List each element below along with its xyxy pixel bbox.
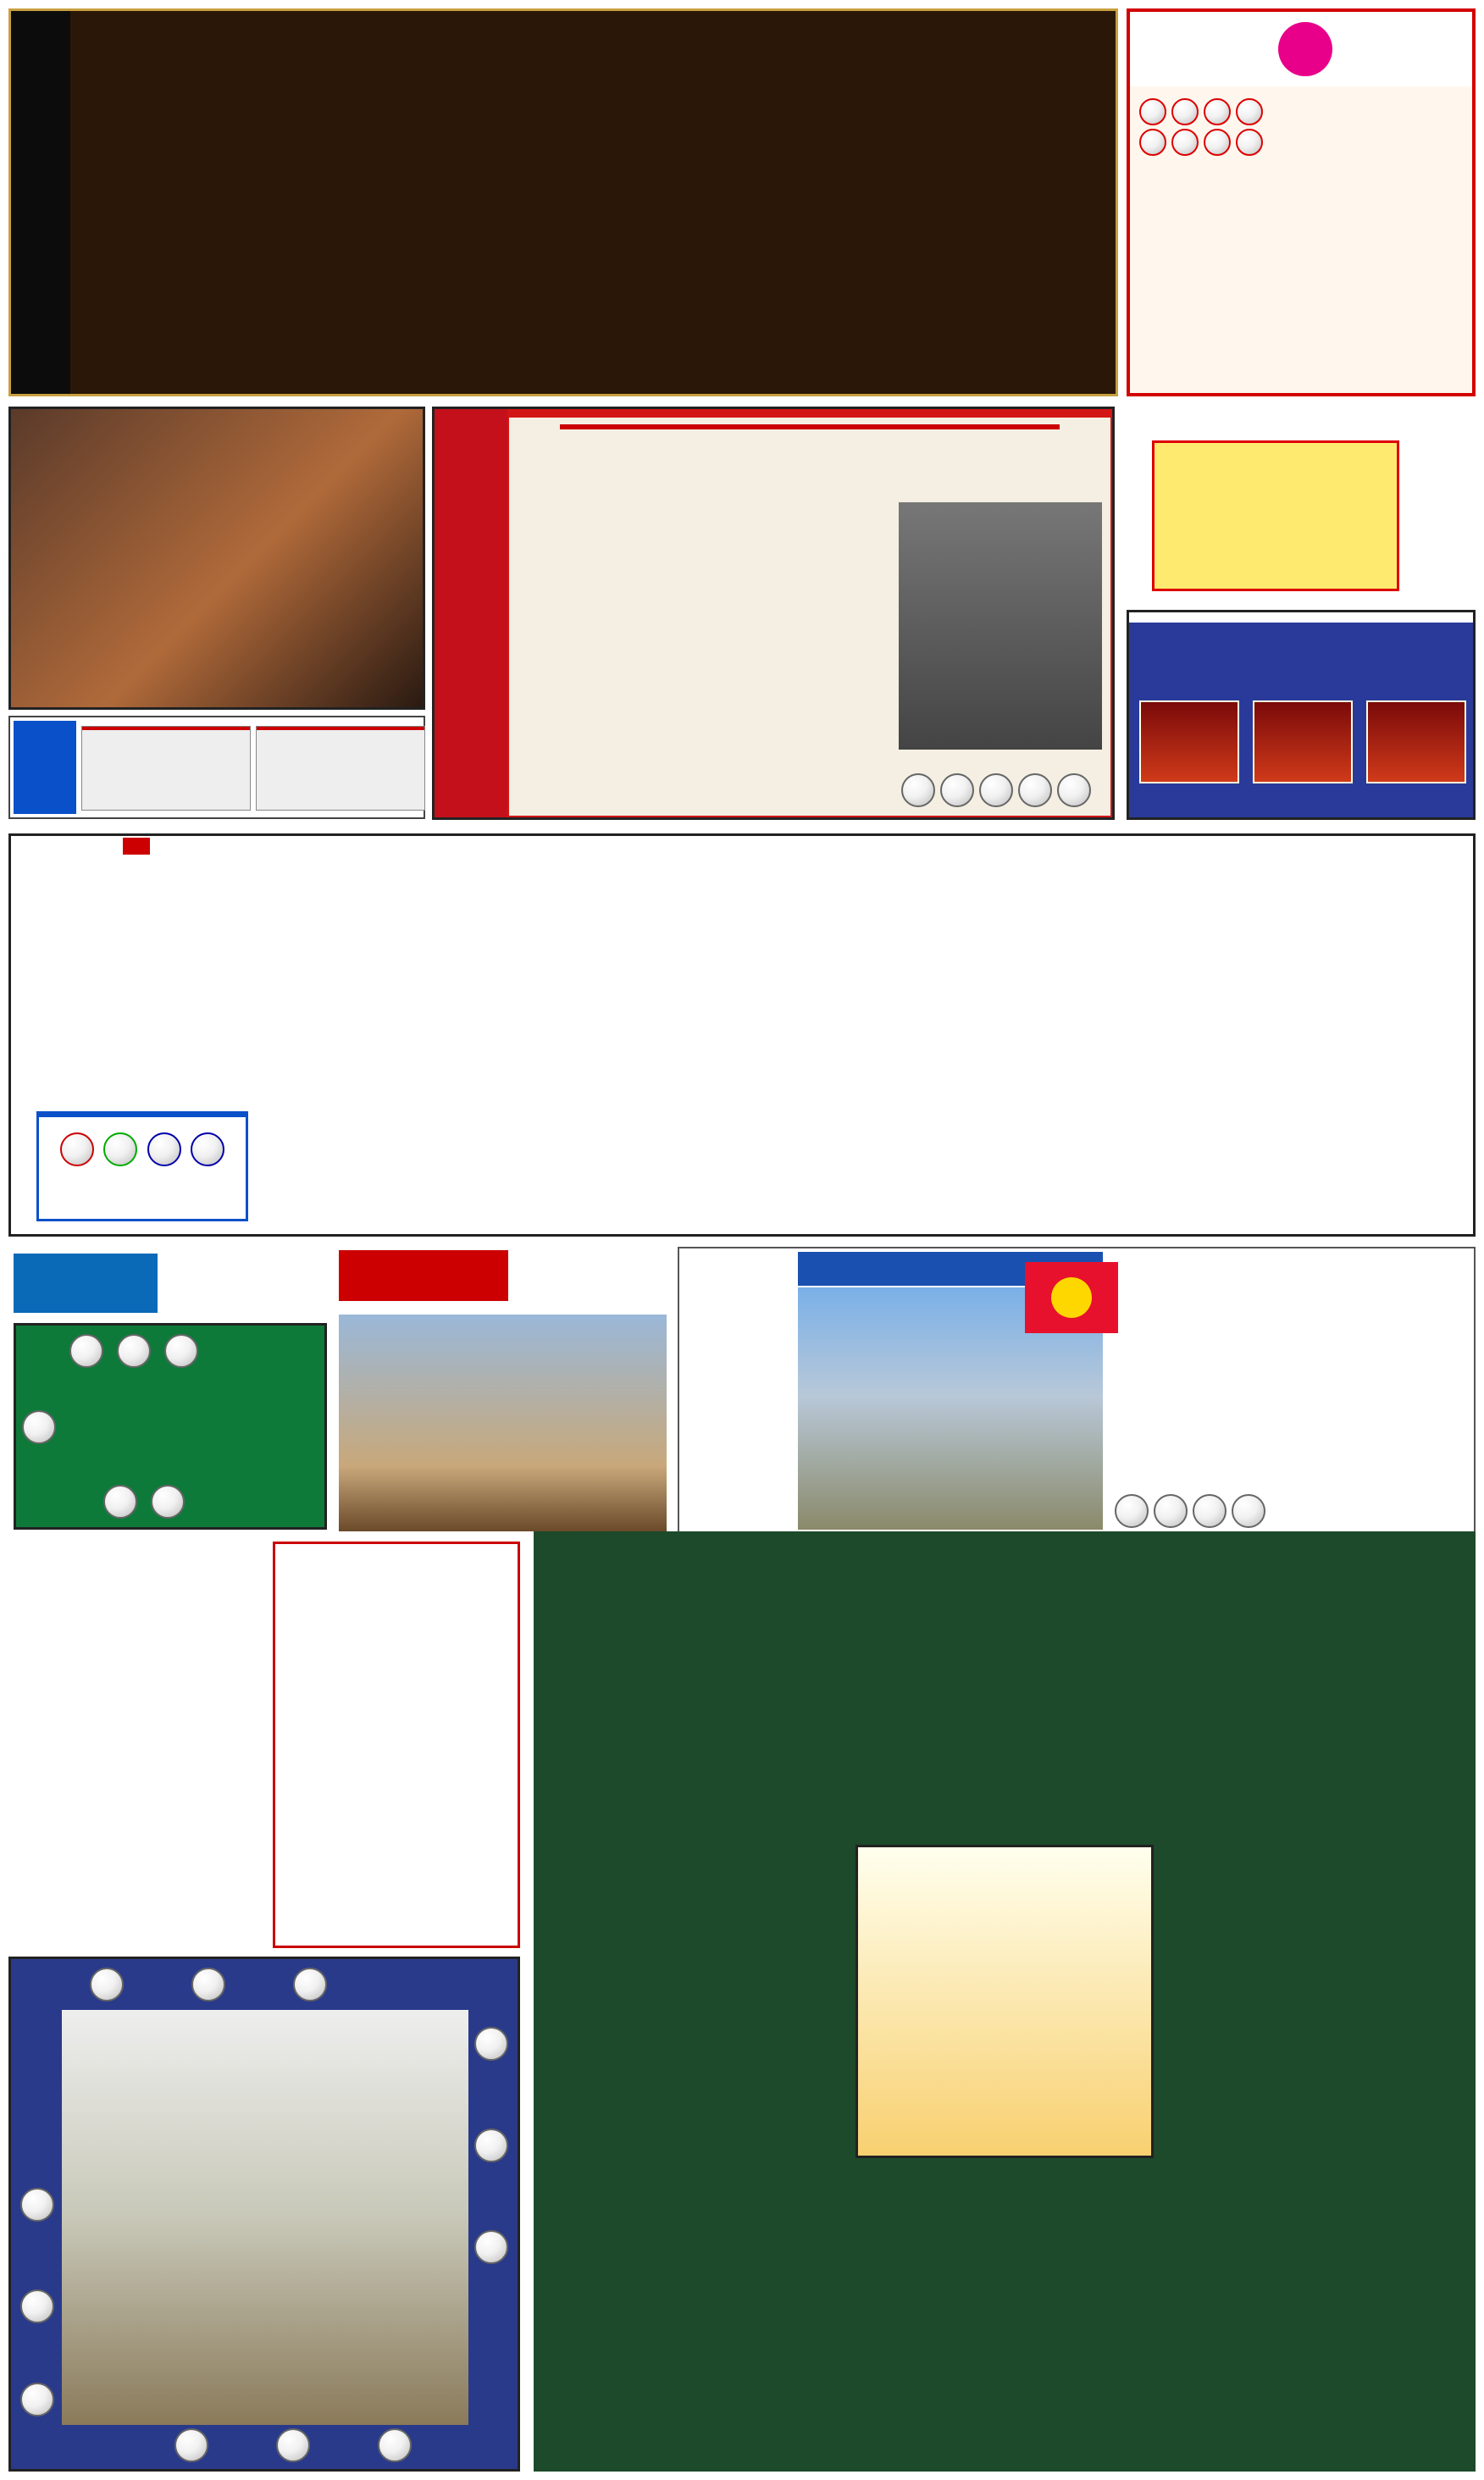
trend-grid-header <box>573 838 1471 855</box>
wealth-footnote <box>1130 158 1472 161</box>
smart-combo-balls <box>8 1558 263 1564</box>
match-card-time <box>257 730 424 733</box>
folk-body <box>509 418 1110 816</box>
ball <box>69 1334 103 1368</box>
trend-panel <box>8 833 1476 1237</box>
match-card-1 <box>81 726 251 811</box>
monkey-king-title <box>1155 443 1397 453</box>
ball <box>151 1485 185 1519</box>
ball <box>1115 1494 1149 1528</box>
ball <box>1232 1494 1265 1528</box>
ball <box>174 2428 208 2462</box>
match-card-time <box>82 730 250 733</box>
ball <box>1154 1494 1188 1528</box>
ball <box>979 773 1013 807</box>
ball <box>474 2128 508 2162</box>
heaven-eye-panel <box>8 407 425 710</box>
col-bigsmall <box>130 838 136 855</box>
ball <box>103 1485 137 1519</box>
news-grid-panel <box>534 1531 1476 2472</box>
smart-combo-rules <box>8 1572 263 1582</box>
ball <box>103 1132 137 1166</box>
center-title-block <box>856 1845 1154 2158</box>
eagle-hunter-photo <box>339 1315 667 1531</box>
peach-garden-subtitle <box>1129 619 1473 623</box>
football-pick-panel <box>8 716 425 819</box>
ball <box>293 1968 327 2001</box>
kyrgyzstan-name <box>740 1342 791 1511</box>
folk-side-title <box>435 409 507 817</box>
wealth-line-2 <box>1130 127 1472 158</box>
next-draw-picks <box>36 1111 248 1221</box>
peach-garden-title <box>1129 612 1473 619</box>
ball <box>20 2289 54 2323</box>
ball <box>378 2428 412 2462</box>
wealth-badge <box>1278 22 1332 76</box>
ball <box>1193 1494 1227 1528</box>
ball <box>901 773 935 807</box>
monkey-couplet-right <box>1443 440 1477 601</box>
monkey-king-panel <box>1152 440 1399 591</box>
peach-garden-panel <box>1127 610 1476 820</box>
col-oddeven <box>123 838 130 855</box>
ball <box>22 1410 56 1444</box>
ball <box>90 1968 124 2001</box>
trend-title-block <box>11 836 121 1090</box>
big-small-panel <box>8 1247 330 1535</box>
hero-liu <box>1139 700 1239 783</box>
ball <box>474 2027 508 2061</box>
ball <box>60 1132 94 1166</box>
special-code-title <box>14 1254 158 1313</box>
number-trend-grid <box>573 838 1471 855</box>
ball <box>940 773 974 807</box>
ball <box>1171 129 1199 156</box>
ball <box>1139 129 1166 156</box>
col-sum <box>136 838 143 855</box>
ball <box>191 1968 225 2001</box>
divine-lot-title <box>279 1551 338 1678</box>
ball <box>1171 98 1199 125</box>
col-draw <box>143 838 150 855</box>
ball <box>147 1132 181 1166</box>
stone-tablet-image <box>899 502 1102 750</box>
treasure-map-panel <box>8 1957 520 2472</box>
divine-lot-panel <box>273 1542 520 1948</box>
match-card-2 <box>256 726 425 811</box>
match-card-score <box>82 739 99 746</box>
folk-belief-panel <box>432 407 1115 820</box>
fantan-board <box>14 1323 327 1530</box>
eight-immortals-title <box>11 11 70 394</box>
ball <box>1057 773 1091 807</box>
ball <box>1204 98 1231 125</box>
ball <box>474 2230 508 2264</box>
ball <box>164 1334 198 1368</box>
photo-guess-title <box>339 1250 508 1301</box>
ball <box>191 1132 224 1166</box>
match-card-score <box>257 739 274 746</box>
landscape-painting <box>62 2010 468 2425</box>
monkey-couplet-left <box>1120 440 1149 601</box>
photo-guess-panel <box>335 1247 670 1535</box>
football-icon-label <box>14 721 76 814</box>
hero-zhang <box>1366 700 1466 783</box>
kyrgyzstan-balls <box>1107 1494 1276 1528</box>
ball <box>1204 129 1231 156</box>
ball <box>117 1334 151 1368</box>
wealth-header <box>1130 12 1472 86</box>
wealth-line-1 <box>1130 97 1472 127</box>
smart-combo-panel <box>8 1542 263 1948</box>
eight-immortals-panel <box>8 8 1118 396</box>
folk-balls <box>894 773 1094 807</box>
draw-results-table <box>123 838 150 855</box>
wealth-text <box>1130 86 1472 97</box>
ball <box>1018 773 1052 807</box>
ball <box>20 2383 54 2416</box>
divine-lot-poem <box>357 1553 441 1942</box>
kyrgyzstan-flag <box>1025 1262 1118 1333</box>
next-draw-balls <box>39 1117 246 1185</box>
ball <box>1236 98 1263 125</box>
sun-icon <box>1051 1277 1092 1318</box>
ball <box>276 2428 310 2462</box>
hero-guan <box>1253 700 1353 783</box>
ball <box>20 2188 54 2222</box>
folk-headline <box>560 424 1060 429</box>
ball <box>1236 129 1263 156</box>
kyrgyzstan-side-caption <box>679 1248 739 1533</box>
ball <box>1139 98 1166 125</box>
divine-lot-verse <box>445 1553 518 1942</box>
wealth-code-panel <box>1127 8 1476 396</box>
